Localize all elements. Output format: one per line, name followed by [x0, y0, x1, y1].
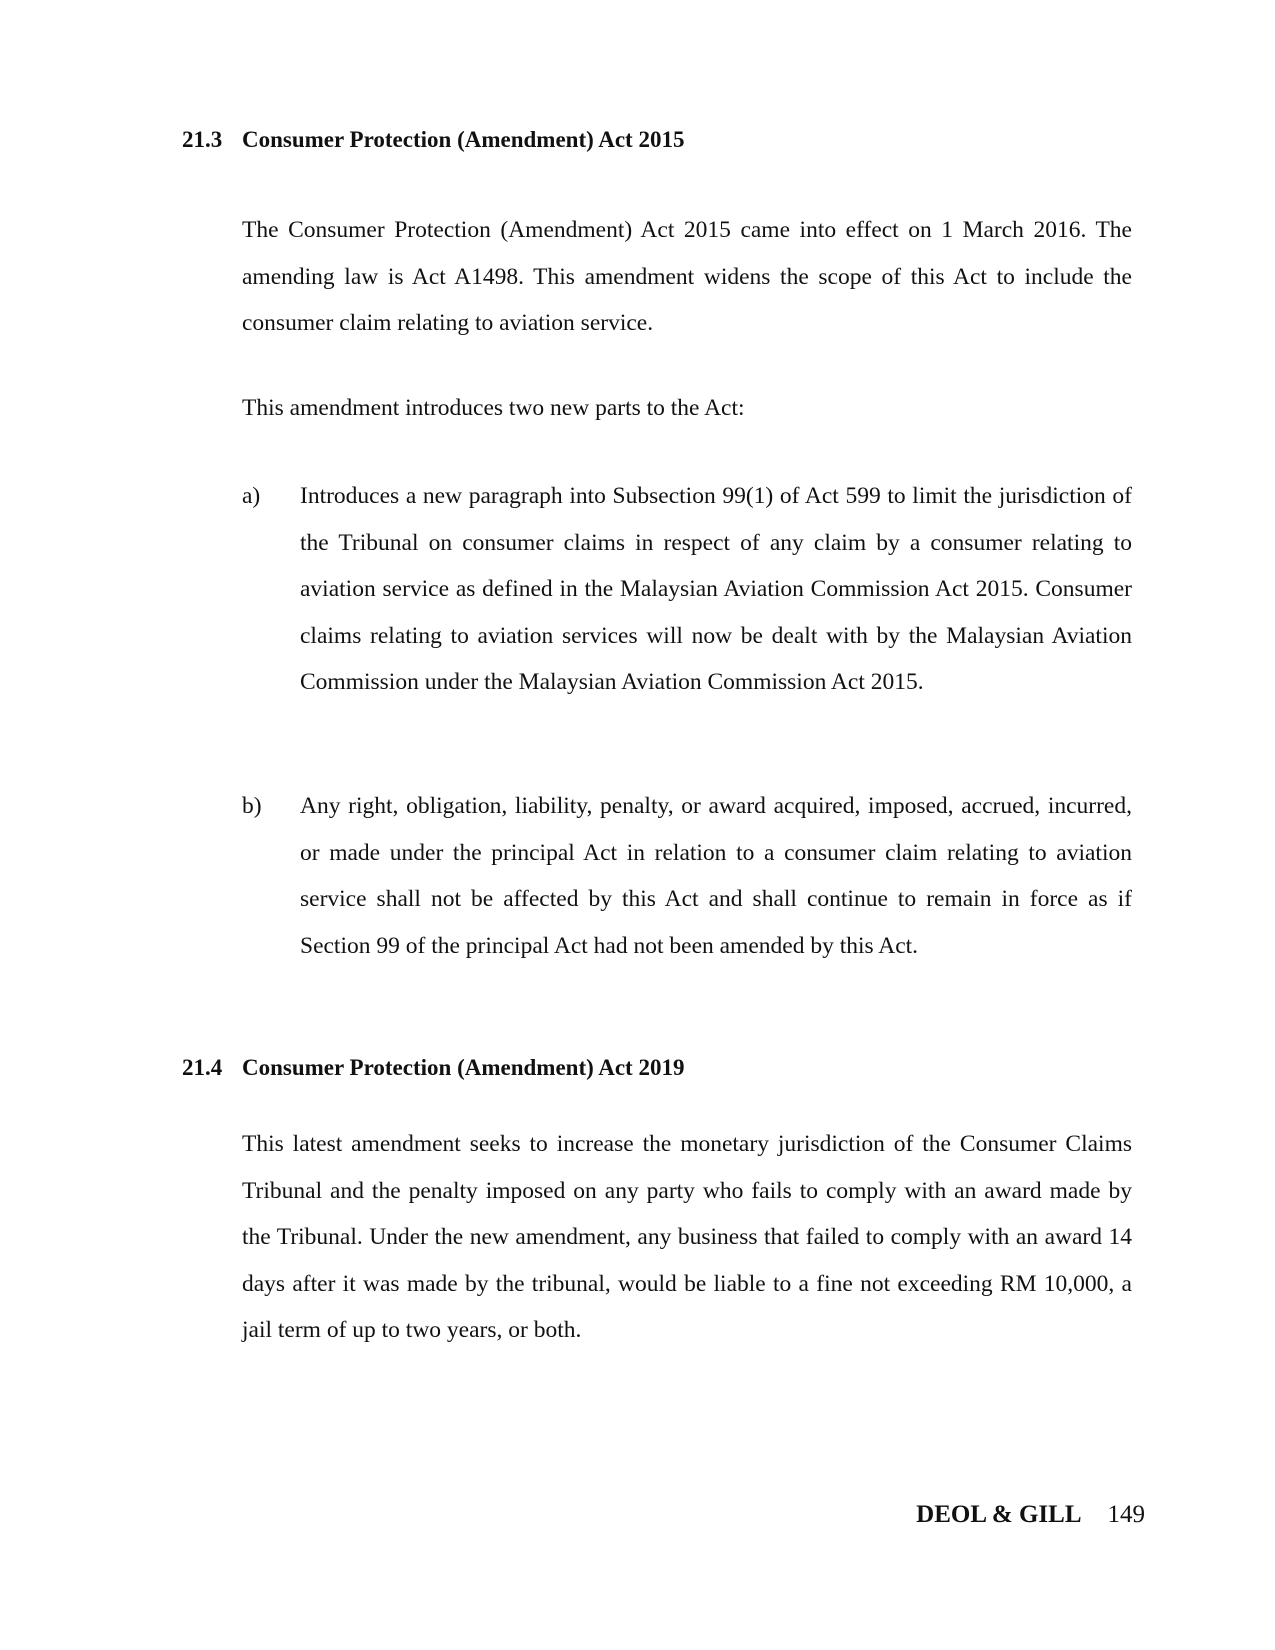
section-heading-21-3 — [182, 126, 1082, 154]
list-marker: b) — [242, 793, 262, 819]
list-marker: a) — [242, 483, 261, 509]
section-heading-21-4 — [182, 1054, 1082, 1082]
section-title: Consumer Protection (Amendment) Act 2019 — [242, 1055, 685, 1080]
paragraph-2019-amendment: This latest amendment seeks to increase the monetary jurisdiction of the Consumer Claims Tribunal and the penalty imposed on any party who fails to comply with an award made by the Tribunal. Under the new amendment, any business that failed to comply with an award 14 days after it was made by the tribunal, would be liable to a fine not exceeding RM 10,000, a jail term of up to two years, or both. — [242, 1131, 1132, 1343]
page-number: 149 — [1107, 1501, 1145, 1528]
page-footer — [916, 1500, 1145, 1530]
list-item-text: Introduces a new paragraph into Subsection 99(1) of Act 599 to limit the jurisdiction of the Tribunal on consumer claims in respect of any claim by a consumer relating to aviation service as defined in the Malaysian Aviation Commission Act 2015. Consumer claims relating to aviation services will now be dealt with by the Malaysian Aviation Commission under the Malaysian Aviation Commission Act 2015. — [300, 483, 1132, 695]
list-item-text: Any right, obligation, liability, penalty, or award acquired, imposed, accrued, incurred, or made under the principal Act in relation to a consumer claim relating to aviation service shall not be affected by this Act and shall continue to remain in force as if Section 99 of the principal Act had not been amended by this Act. — [300, 793, 1132, 959]
paragraph-new-parts-intro: This amendment introduces two new parts to the Act: — [242, 395, 745, 421]
section-number: 21.4 — [182, 1055, 223, 1080]
paragraph-effective-date: The Consumer Protection (Amendment) Act 2015 came into effect on 1 March 2016. The amending law is Act A1498. This amendment widens the scope of this Act to include the consumer claim relating to aviation service. — [242, 217, 1132, 336]
section-number: 21.3 — [182, 127, 223, 152]
section-title: Consumer Protection (Amendment) Act 2015 — [242, 127, 685, 152]
footer-firm-name: DEOL & GILL — [916, 1501, 1082, 1528]
